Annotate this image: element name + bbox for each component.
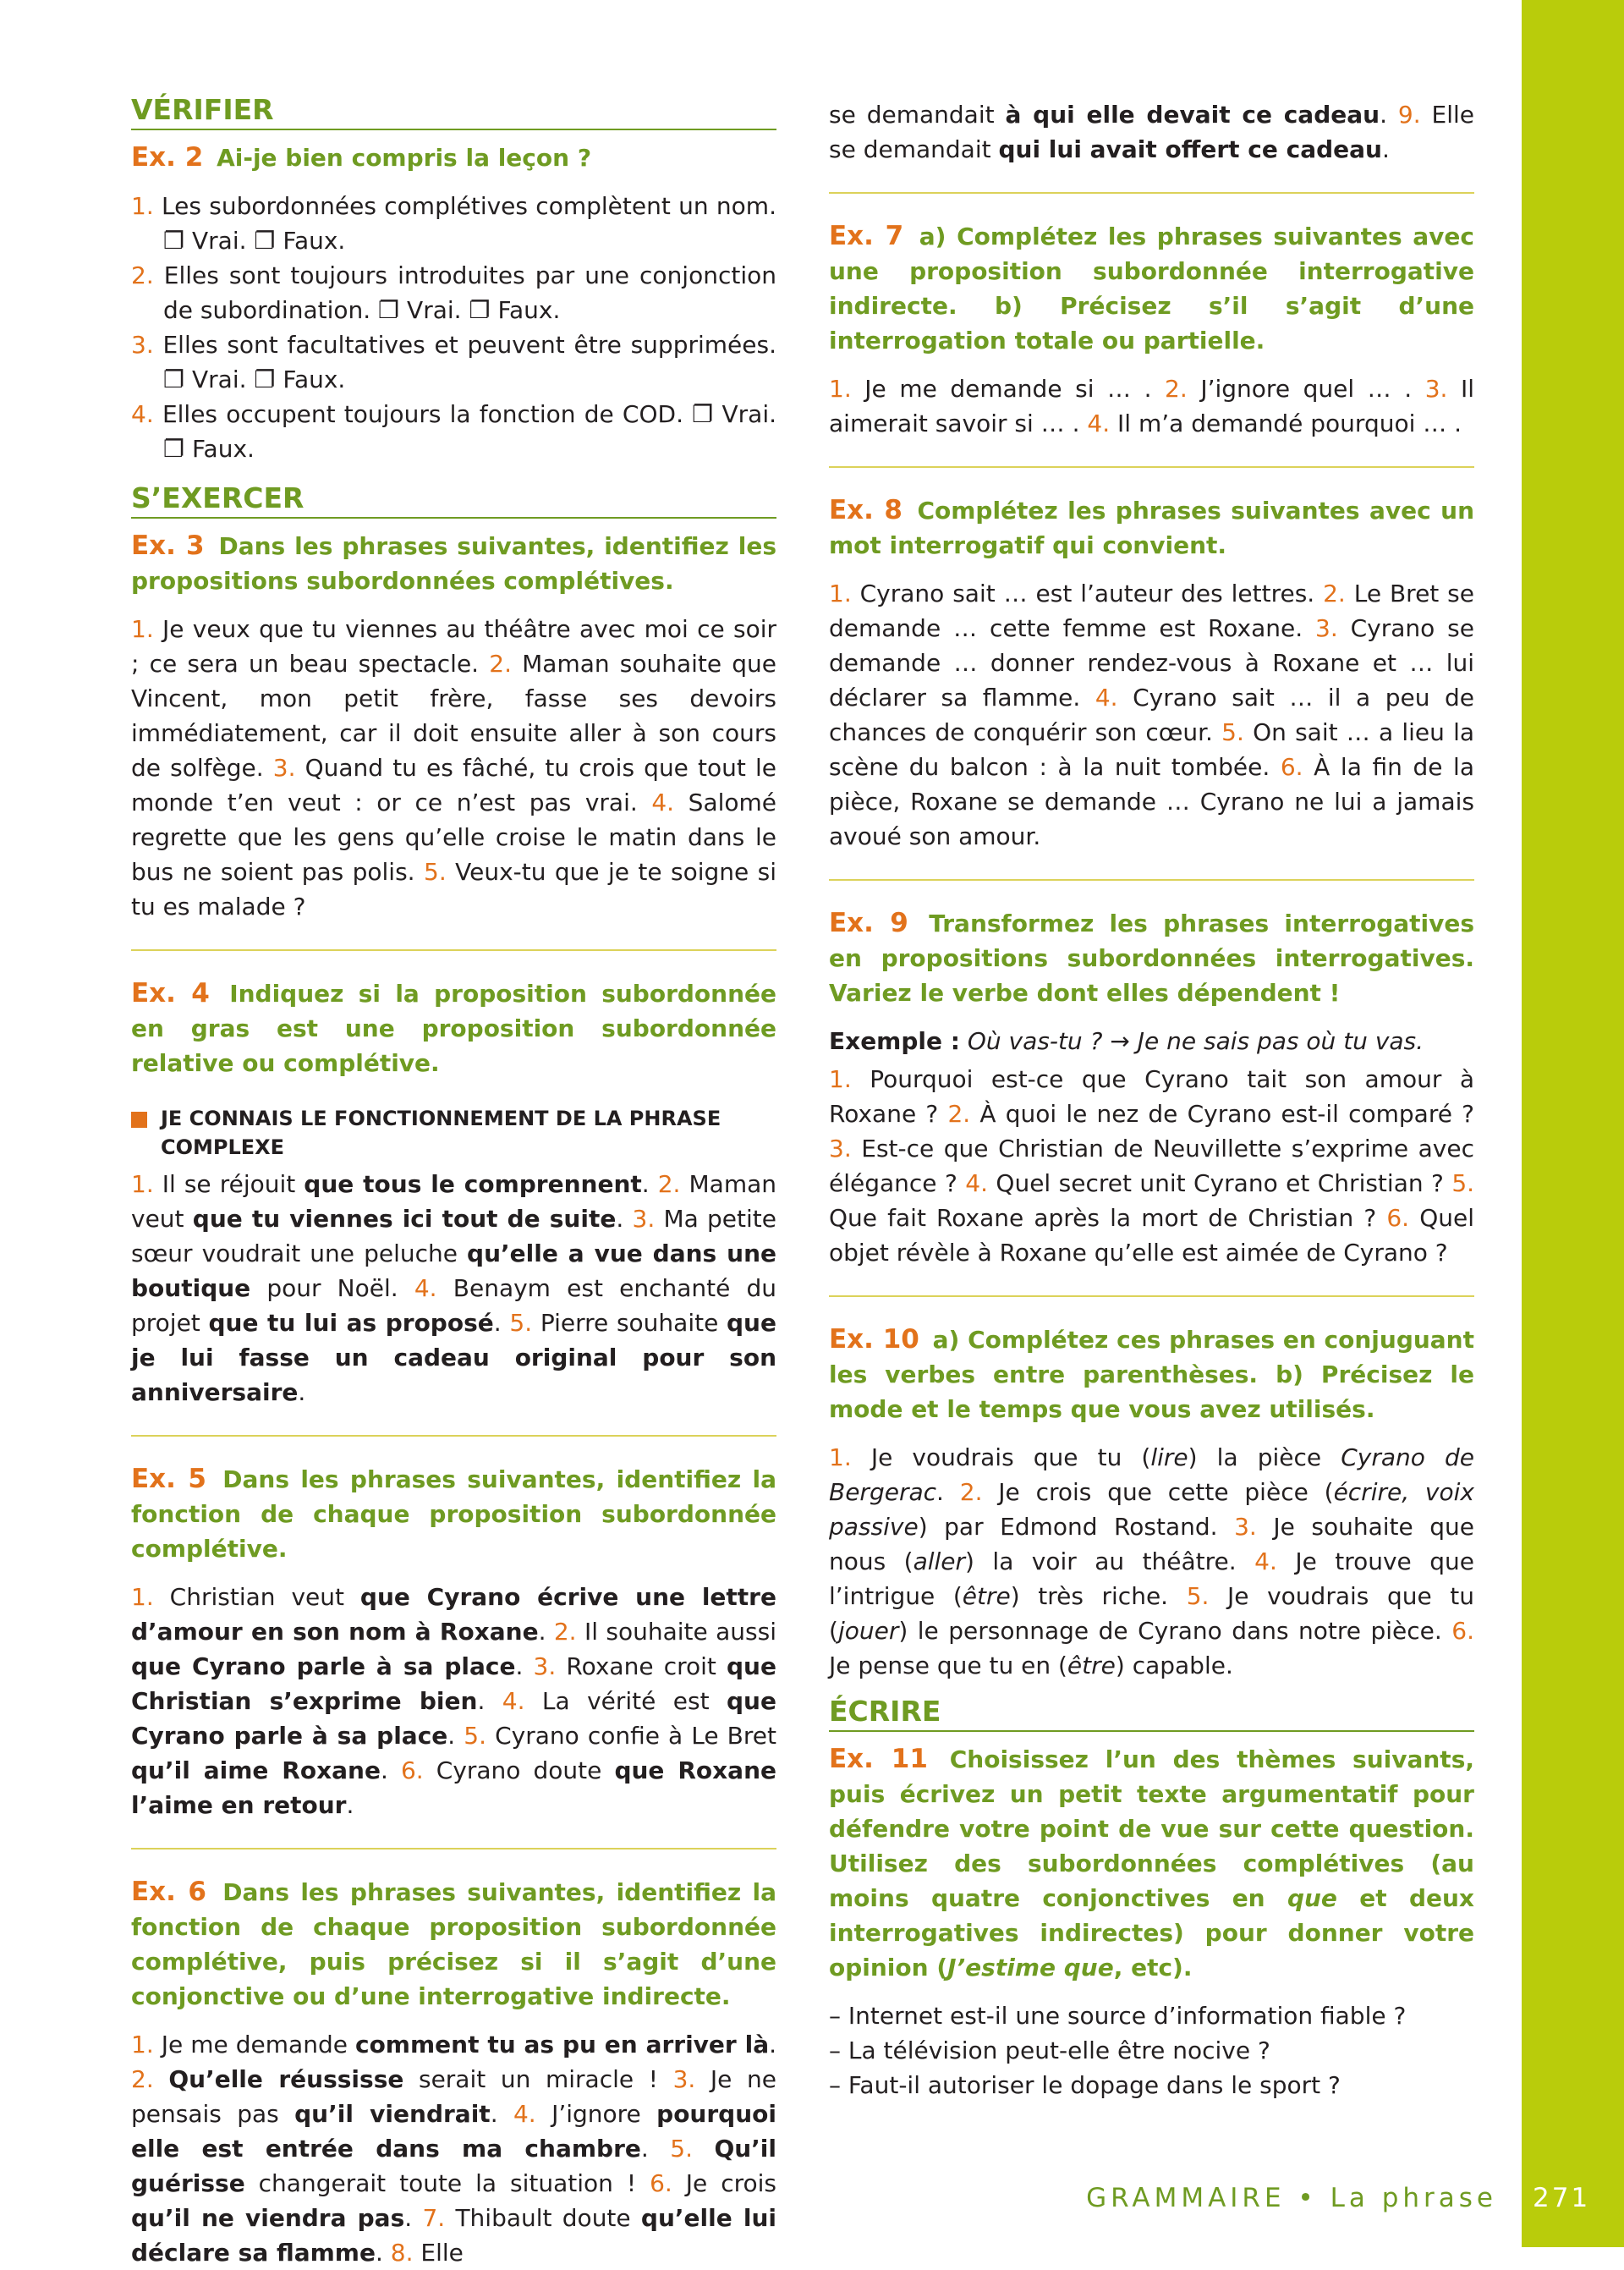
sentence-number: 3. [1315,614,1338,642]
sentence-part: Je crois que cette pièce ( [998,1478,1334,1506]
ex2-list [131,189,776,466]
sentence-number: 5. [1186,1582,1210,1610]
section-title-sexercer: S’EXERCER [131,481,776,519]
bold-clause: que Christian s’exprime bien [131,1652,776,1715]
ex11-number: Ex. 11 [829,1744,928,1774]
ex6-body [131,2027,776,2270]
sentence-part: . [538,1618,546,1646]
verb: écrire, voix passive [829,1478,1474,1541]
sentence-number: 6. [1386,1204,1410,1232]
sentence: Maman souhaite que Vincent, mon petit frère, fasse ses devoirs immédiatement, car il doit ensuite aller à son cours de solfège. [131,650,777,782]
ex3-number: Ex. 3 [131,530,205,561]
sentence: Je me demande si … . [864,375,1152,403]
sentence-part: . [380,1756,388,1784]
sentence-part: Je ne pensais pas [131,2065,777,2128]
ex2-title: Ai-je bien compris la leçon ? [217,144,592,172]
sentence-part: Roxane croit [566,1652,727,1680]
verb: être [1067,1652,1116,1679]
sentence-part: Christian veut [169,1583,360,1611]
ex8-heading [829,493,1474,563]
ex6-continued [829,97,1474,167]
sentence: Quel objet révèle à Roxane qu’elle est aimée de Cyrano ? [829,1204,1474,1267]
bold-clause: qu’elle a vue dans une boutique [131,1239,776,1302]
bold-clause: que je lui fasse un cadeau original pour son anniversaire [131,1309,776,1406]
sentence-number: 5. [1451,1169,1475,1197]
sentence-number: 4. [1095,684,1118,712]
ex10-title: a) Complétez ces phrases en conjuguant les verbes entre parenthèses. b) Précisez le mode et le temps que vous avez utilisés. [829,1326,1475,1423]
sentence-part: . [640,2135,649,2163]
left-column [131,93,776,2270]
sentence: On sait … a lieu la scène du balcon : à la nuit tombée. [829,718,1475,781]
sentence-number: 6. [650,2169,672,2197]
sentence-number: 3. [272,754,296,782]
sentence-number: 6. [1451,1617,1475,1645]
arrow-icon: → [1110,1027,1130,1055]
sentence-part: Pierre souhaite [540,1309,727,1337]
sentence: À la fin de la pièce, Roxane se demande … Cyrano ne lui a jamais avoué son amour. [829,753,1474,850]
sentence: Veux-tu que je te soigne si tu es malade ? [131,858,777,921]
sentence-part: . [404,2204,413,2232]
sentence-part: . [346,1791,354,1819]
sentence: Quel secret unit Cyrano et Christian ? [996,1169,1444,1197]
sentence-number: 4. [502,1687,525,1715]
item-number: 4. [131,400,154,428]
sentence: Que fait Roxane après la mort de Christian ? [829,1204,1377,1232]
ex9-title: Transformez les phrases interrogatives en propositions subordonnées interrogatives. Variez le verbe dont elles dépendent ! [829,910,1475,1007]
sentence-number: 2. [553,1618,577,1646]
sentence-number: 4. [1087,409,1111,437]
sentence-part: ) le personnage de Cyrano dans notre pièce. [898,1617,1442,1645]
ex5-body [131,1580,776,1822]
sentence-part: . [616,1205,624,1233]
sentence-part: Benaym est enchanté du projet [131,1274,777,1337]
sentence-part: Thibault doute [455,2204,641,2232]
bold-clause: Qu’il guérisse [131,2135,777,2197]
sentence-part: Je trouve que l’intrigue ( [829,1547,1474,1610]
sentence-part: ) très riche. [1010,1582,1169,1610]
list-item [131,189,776,258]
bold-clause: à qui elle devait ce cadeau [1005,101,1380,129]
example-label: Exemple : [829,1027,960,1055]
sentence-number: 1. [131,1583,154,1611]
section-title-verifier: VÉRIFIER [131,93,776,130]
ex3-body [131,612,776,924]
footer-topic: La phrase [1330,2183,1497,2213]
separator [131,1848,776,1850]
sentence-part: . [375,2239,383,2267]
ex11-heading [829,1742,1474,1985]
ex4-body [131,1167,776,1410]
sentence: Quand tu es fâché, tu crois que tout le monde t’en veut : or ce n’est pas vrai. [131,754,777,816]
sentence: J’ignore quel … . [1200,375,1413,403]
ex9-body [829,1062,1474,1270]
sentence: Cyrano sait … il a peu de chances de conquérir son cœur. [829,684,1474,746]
sentence: À quoi le nez de Cyrano est-il comparé ? [979,1100,1475,1128]
ex11-title-part: , etc). [1113,1954,1193,1981]
verb: être [962,1582,1011,1610]
bold-clause: Qu’elle réussisse [168,2065,404,2093]
sentence: Cyrano sait … est l’auteur des lettres. [859,580,1315,607]
sentence-part: Je me demande [161,2031,355,2058]
ex10-heading [829,1322,1474,1426]
bold-clause: qu’elle lui déclare sa flamme [131,2204,776,2267]
ex3-title: Dans les phrases suivantes, identifiez les propositions subordonnées complétives. [131,532,777,595]
sentence: Salomé regrette que les gens qu’elle croise le matin dans le bus ne soient pas polis. [131,789,777,886]
ex8-body [829,576,1474,854]
ex6-number: Ex. 6 [131,1877,206,1907]
sentence-part: Elle [420,2239,464,2267]
item-number: 2. [131,261,154,289]
sentence: Pourquoi est-ce que Cyrano tait son amour à Roxane ? [829,1065,1474,1128]
verb: jouer [837,1617,899,1645]
item-text: Elles occupent toujours la fonction de COD. ❐ Vrai. ❐ Faux. [162,400,776,463]
sentence-part: . [769,2031,776,2058]
sentence-part: Elle se demandait [829,101,1475,163]
sentence-part: Je souhaite que nous ( [829,1513,1475,1575]
ex11-title-part: et deux interrogatives indirectes) pour donner votre opinion ( [829,1884,1474,1981]
bold-clause: qu’il viendrait [294,2100,491,2128]
separator [131,949,776,951]
verb: aller [913,1547,966,1575]
ex9-heading [829,906,1474,1010]
example-question: Où vas-tu ? [967,1027,1103,1055]
sentence-part: ) capable. [1115,1652,1233,1679]
ex7-number: Ex. 7 [829,221,904,251]
sentence-number: 8. [390,2239,414,2267]
sentence: Je veux que tu viennes au théâtre avec moi ce soir ; ce sera un beau spectacle. [131,615,776,678]
ex6-title: Dans les phrases suivantes, identifiez la fonction de chaque proposition subordonnée complétive, puis précisez si il s’agit d’une conjonctive ou d’une interrogative indirecte. [131,1878,776,2010]
sentence-number: 2. [1323,580,1346,607]
sentence-part: se demandait [829,101,1006,129]
sentence-number: 6. [1280,753,1303,781]
sentence-part: J’ignore [551,2100,657,2128]
footer-section: GRAMMAIRE [1086,2183,1286,2213]
ex8-number: Ex. 8 [829,495,903,525]
bold-clause: que Cyrano parle à sa place [131,1652,516,1680]
sentence-number: 2. [131,2065,154,2093]
footer-bullet: • [1298,2183,1318,2213]
sentence-part: . [477,1687,486,1715]
ex10-number: Ex. 10 [829,1324,919,1355]
sentence-number: 4. [1254,1547,1277,1575]
sentence-number: 3. [1234,1513,1257,1541]
ex3-heading [131,529,776,598]
sentence-part: Je voudrais que tu ( [829,1582,1475,1645]
bold-clause: qu’il ne viendra pas [131,2204,405,2232]
ex4-subheading [131,1104,776,1162]
sentence: Il m’a demandé pourquoi … . [1117,409,1462,437]
list-item [131,258,776,327]
orange-square-icon [131,1112,147,1128]
sentence-part: Il se réjouit [162,1170,304,1198]
sentence-number: 1. [131,2031,154,2058]
sentence-number: 3. [672,2065,696,2093]
sentence-number: 1. [131,1170,154,1198]
sentence-part: ) la voir au théâtre. [965,1547,1237,1575]
separator [131,1435,776,1437]
list-item: – La télévision peut-elle être nocive ? [829,2036,1270,2064]
sentence-number: 7. [422,2204,446,2232]
sentence-number: 4. [651,789,675,816]
sentence-number: 1. [829,1443,852,1471]
sentence-number: 2. [1165,375,1188,403]
sentence-part: ) la pièce [1188,1443,1341,1471]
bold-clause: qu’il aime Roxane [131,1756,381,1784]
item-text: Elles sont toujours introduites par une conjonction de subordination. ❐ Vrai. ❐ Faux. [163,261,776,324]
sentence-part: . [936,1478,944,1506]
sentence: Cyrano se demande … donner rendez-vous à Roxane et … lui déclarer sa flamme. [829,614,1474,712]
ex7-heading [829,219,1474,358]
ex9-example [829,1024,1474,1058]
sentence-part: Je voudrais que tu ( [870,1443,1151,1471]
sentence-part: ) par Edmond Rostand. [918,1513,1218,1541]
ex10-body [829,1440,1474,1683]
bold-clause: comment tu as pu en arriver là [354,2031,770,2058]
section-title-ecrire: ÉCRIRE [829,1695,1474,1732]
sentence-number: 5. [464,1722,486,1750]
sentence-part: pour Noël. [250,1274,398,1302]
ex4-heading [131,976,776,1080]
sentence-number: 2. [959,1478,983,1506]
ex11-themes [829,1998,1474,2102]
sentence-part: . [490,2100,498,2128]
sentence-part: Cyrano confie à Le Bret [495,1722,776,1750]
separator [829,1295,1474,1297]
ex2-number: Ex. 2 [131,142,204,173]
ex4-number: Ex. 4 [131,978,210,1009]
list-item: – Faut-il autoriser le dopage dans le sport ? [829,2071,1341,2099]
bold-clause: que Roxane l’aime en retour [131,1756,776,1819]
sentence-part: serait un miracle ! [403,2065,658,2093]
sentence-part: . [641,1170,650,1198]
sentence-number: 3. [829,1135,852,1162]
sentence-number: 5. [424,858,447,886]
sentence-part: . [515,1652,524,1680]
ex5-heading [131,1462,776,1566]
sentence-number: 5. [1221,718,1244,746]
ex9-number: Ex. 9 [829,908,908,938]
sentence-number: 3. [632,1205,656,1233]
sentence: Il aimerait savoir si … . [829,375,1475,437]
item-text: Elles sont facultatives et peuvent être supprimées. ❐ Vrai. ❐ Faux. [162,331,776,393]
ex4-subheading-text: JE CONNAIS LE FONCTIONNEMENT DE LA PHRASE COMPLEXE [161,1107,721,1159]
list-item [131,327,776,397]
sentence-number: 4. [414,1274,437,1302]
sentence-number: 2. [657,1170,681,1198]
ex5-number: Ex. 5 [131,1464,206,1494]
ex8-title: Complétez les phrases suivantes avec un mot interrogatif qui convient. [829,497,1475,559]
bold-clause: pourquoi elle est entrée dans ma chambre [131,2100,776,2163]
ex4-title: Indiquez si la proposition subordonnée en gras est une proposition subordonnée relative ou complétive. [131,980,777,1077]
sentence-number: 4. [513,2100,536,2128]
page-side-band [1522,0,1624,2247]
sentence-part: Ma petite sœur voudrait une peluche [131,1205,776,1267]
ex11-title-italic: J’estime que [947,1954,1114,1981]
separator [829,879,1474,881]
ex7-body [829,371,1474,441]
page-number: 271 [1533,2183,1591,2213]
separator [829,192,1474,194]
example-answer: Je ne sais pas où tu vas. [1137,1027,1424,1055]
sentence-number: 5. [670,2135,693,2163]
bold-clause: que Cyrano écrive une lettre d’amour en son nom à Roxane [131,1583,776,1646]
sentence-part: La vérité est [541,1687,727,1715]
sentence-part: . [1380,101,1387,129]
sentence-part: . [298,1378,306,1406]
work-title: Cyrano de Bergerac [829,1443,1474,1506]
sentence-number: 2. [489,650,512,678]
bold-clause: que tous le comprennent [304,1170,642,1198]
sentence-part: Cyrano doute [436,1756,615,1784]
sentence-part: Je crois [685,2169,776,2197]
sentence-number: 3. [533,1652,557,1680]
sentence-number: 9. [1397,101,1421,129]
separator [829,466,1474,468]
sentence-number: 4. [965,1169,988,1197]
sentence-number: 1. [829,1065,852,1093]
item-text: Les subordonnées complétives complètent un nom. ❐ Vrai. ❐ Faux. [162,192,776,255]
bold-clause: que Cyrano parle à sa place [131,1687,776,1750]
sentence-part: . [493,1309,502,1337]
sentence-number: 2. [947,1100,971,1128]
sentence-part: changerait toute la situation ! [244,2169,637,2197]
sentence-number: 5. [509,1309,533,1337]
sentence: Le Bret se demande … cette femme est Roxane. [829,580,1474,642]
sentence-part: . [1382,135,1390,163]
item-number: 3. [131,331,154,359]
running-footer [1086,2183,1497,2213]
sentence: Est-ce que Christian de Neuvillette s’exprime avec élégance ? [829,1135,1474,1197]
list-item: – Internet est-il une source d’information fiable ? [829,2002,1407,2030]
bold-clause: que tu viennes ici tout de suite [192,1205,617,1233]
sentence-number: 6. [400,1756,424,1784]
ex2-heading [131,140,776,175]
sentence-number: 1. [829,375,852,403]
ex11-title-italic: que [1287,1884,1337,1912]
bold-clause: qui lui avait offert ce cadeau [998,135,1382,163]
ex7-title: a) Complétez les phrases suivantes avec une proposition subordonnée interrogative indirecte. b) Précisez s’il s’agit d’une interrogation totale ou partielle. [829,223,1475,355]
sentence-part: Je pense que tu en ( [829,1652,1067,1679]
right-column [829,97,1474,2102]
ex11-title-part: Choisissez l’un des thèmes suivants, puis écrivez un petit texte argumentatif pour défendre votre point de vue sur cette question. Utilisez des subordonnées complétives (au moins quatre conjonctives en [829,1745,1474,1912]
list-item [131,397,776,466]
ex6-heading [131,1875,776,2014]
sentence-number: 1. [829,580,852,607]
sentence-number: 3. [1424,375,1448,403]
sentence-part: . [447,1722,456,1750]
item-number: 1. [131,192,154,220]
sentence-part: Il souhaite aussi [584,1618,776,1646]
sentence-part: Maman veut [131,1170,776,1233]
ex5-title: Dans les phrases suivantes, identifiez la fonction de chaque proposition subordonnée complétive. [131,1465,776,1563]
verb: lire [1150,1443,1188,1471]
bold-clause: que tu lui as proposé [208,1309,494,1337]
sentence-number: 1. [131,615,154,643]
